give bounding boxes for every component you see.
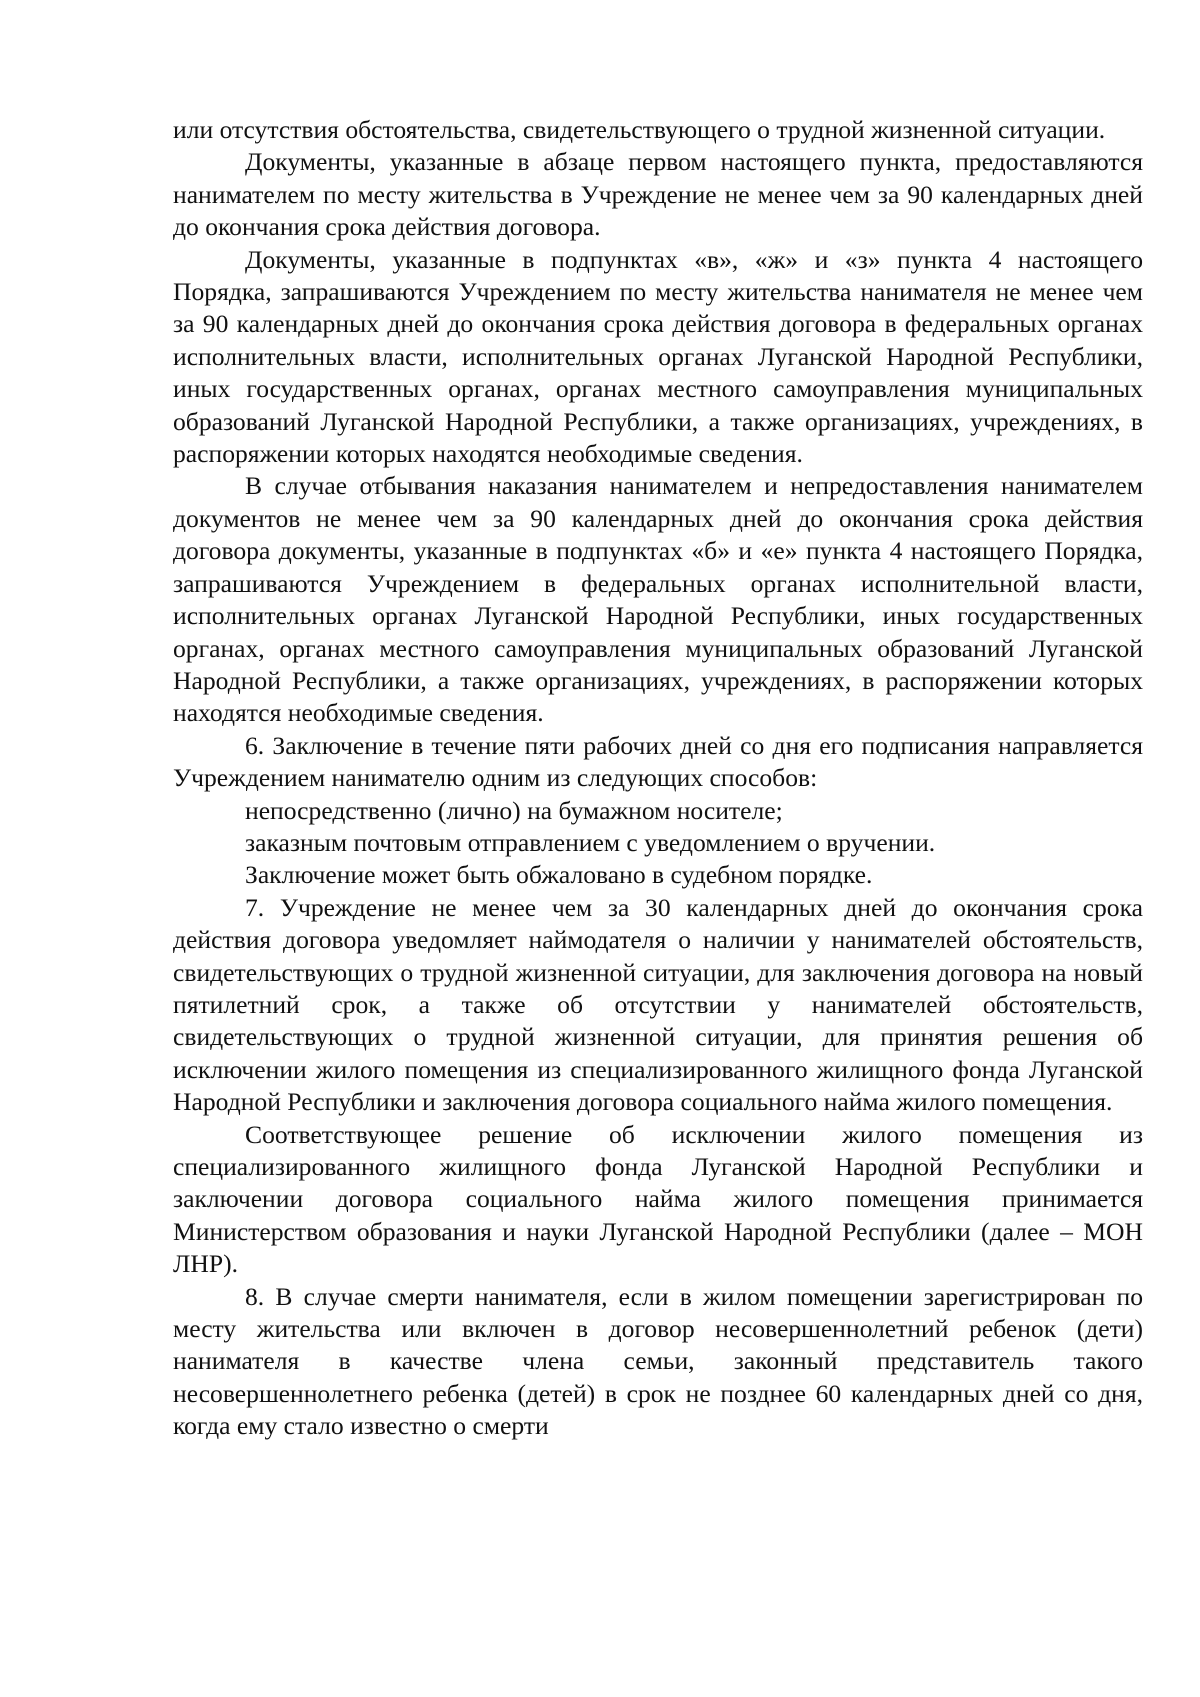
paragraph-item-7: 7. Учреждение не менее чем за 30 календарных дней до окончания срока действия договора уведомляет наймодателя о наличии у нанимателей обстоятельств, свидетельствующих о трудной жизненной ситуации, для заключения договора на новый пятилетний срок, а также об отсутствии у нанимателей обстоятельств, свидетельствующих о трудной жизненной ситуации, для принятия решения об исключении жилого помещения из специализированного жилищного фонда Луганской Народной Республики и заключения договора социального найма жилого помещения. [173, 892, 1143, 1117]
paragraph-punishment-case: В случае отбывания наказания нанимателем и непредоставления нанимателем документов не менее чем за 90 календарных дней до окончания срока действия договора документы, указанные в подпунктах «б» и «е» пункта 4 настоящего Порядка, запрашиваются Учреждением в федеральных органах исполнительной власти, исполнительных органах Луганской Народной Республики, иных государственных органах, органах местного самоуправления муниципальных образований Луганской Народной Республики, а также организациях, учреждениях, в распоряжении которых находятся необходимые сведения. [173, 471, 1143, 728]
paragraph-item-8: 8. В случае смерти нанимателя, если в жилом помещении зарегистрирован по месту жительства или включен в договор несовершеннолетний ребенок (дети) нанимателя в качестве члена семьи, законный представитель такого несовершеннолетнего ребенка (детей) в срок не позднее 60 календарных дней со дня, когда ему стало известно о смерти [173, 1281, 1143, 1441]
document-body [173, 114, 1143, 1443]
paragraph-continuation: или отсутствия обстоятельства, свидетельствующего о трудной жизненной ситуации. [173, 115, 1106, 144]
paragraph-method-personal: непосредственно (лично) на бумажном носителе; [245, 795, 783, 825]
paragraph-documents-submission: Документы, указанные в абзаце первом настоящего пункта, предоставляются нанимателем по месту жительства в Учреждение не менее чем за 90 календарных дней до окончания срока действия договора. [173, 147, 1143, 242]
paragraph-decision: Соответствующее решение об исключении жилого помещения из специализированного жилищного фонда Луганской Народной Республики и заключении договора социального найма жилого помещения принимается Министерством образования и науки Луганской Народной Республики (далее – МОН ЛНР). [173, 1119, 1143, 1279]
paragraph-method-mail: заказным почтовым отправлением с уведомлением о вручении. [245, 827, 936, 857]
paragraph-appeal: Заключение может быть обжаловано в судебном порядке. [245, 860, 873, 890]
paragraph-documents-request: Документы, указанные в подпунктах «в», «ж» и «з» пункта 4 настоящего Порядка, запрашиваются Учреждением по месту жительства нанимателя не менее чем за 90 календарных дней до окончания срока действия договора в федеральных органах исполнительных власти, исполнительных органах Луганской Народной Республики, иных государственных органах, органах местного самоуправления муниципальных образований Луганской Народной Республики, а также организациях, учреждениях, в распоряжении которых находятся необходимые сведения. [173, 244, 1143, 469]
paragraph-item-6: 6. Заключение в течение пяти рабочих дней со дня его подписания направляется Учреждением нанимателю одним из следующих способов: [173, 730, 1143, 793]
